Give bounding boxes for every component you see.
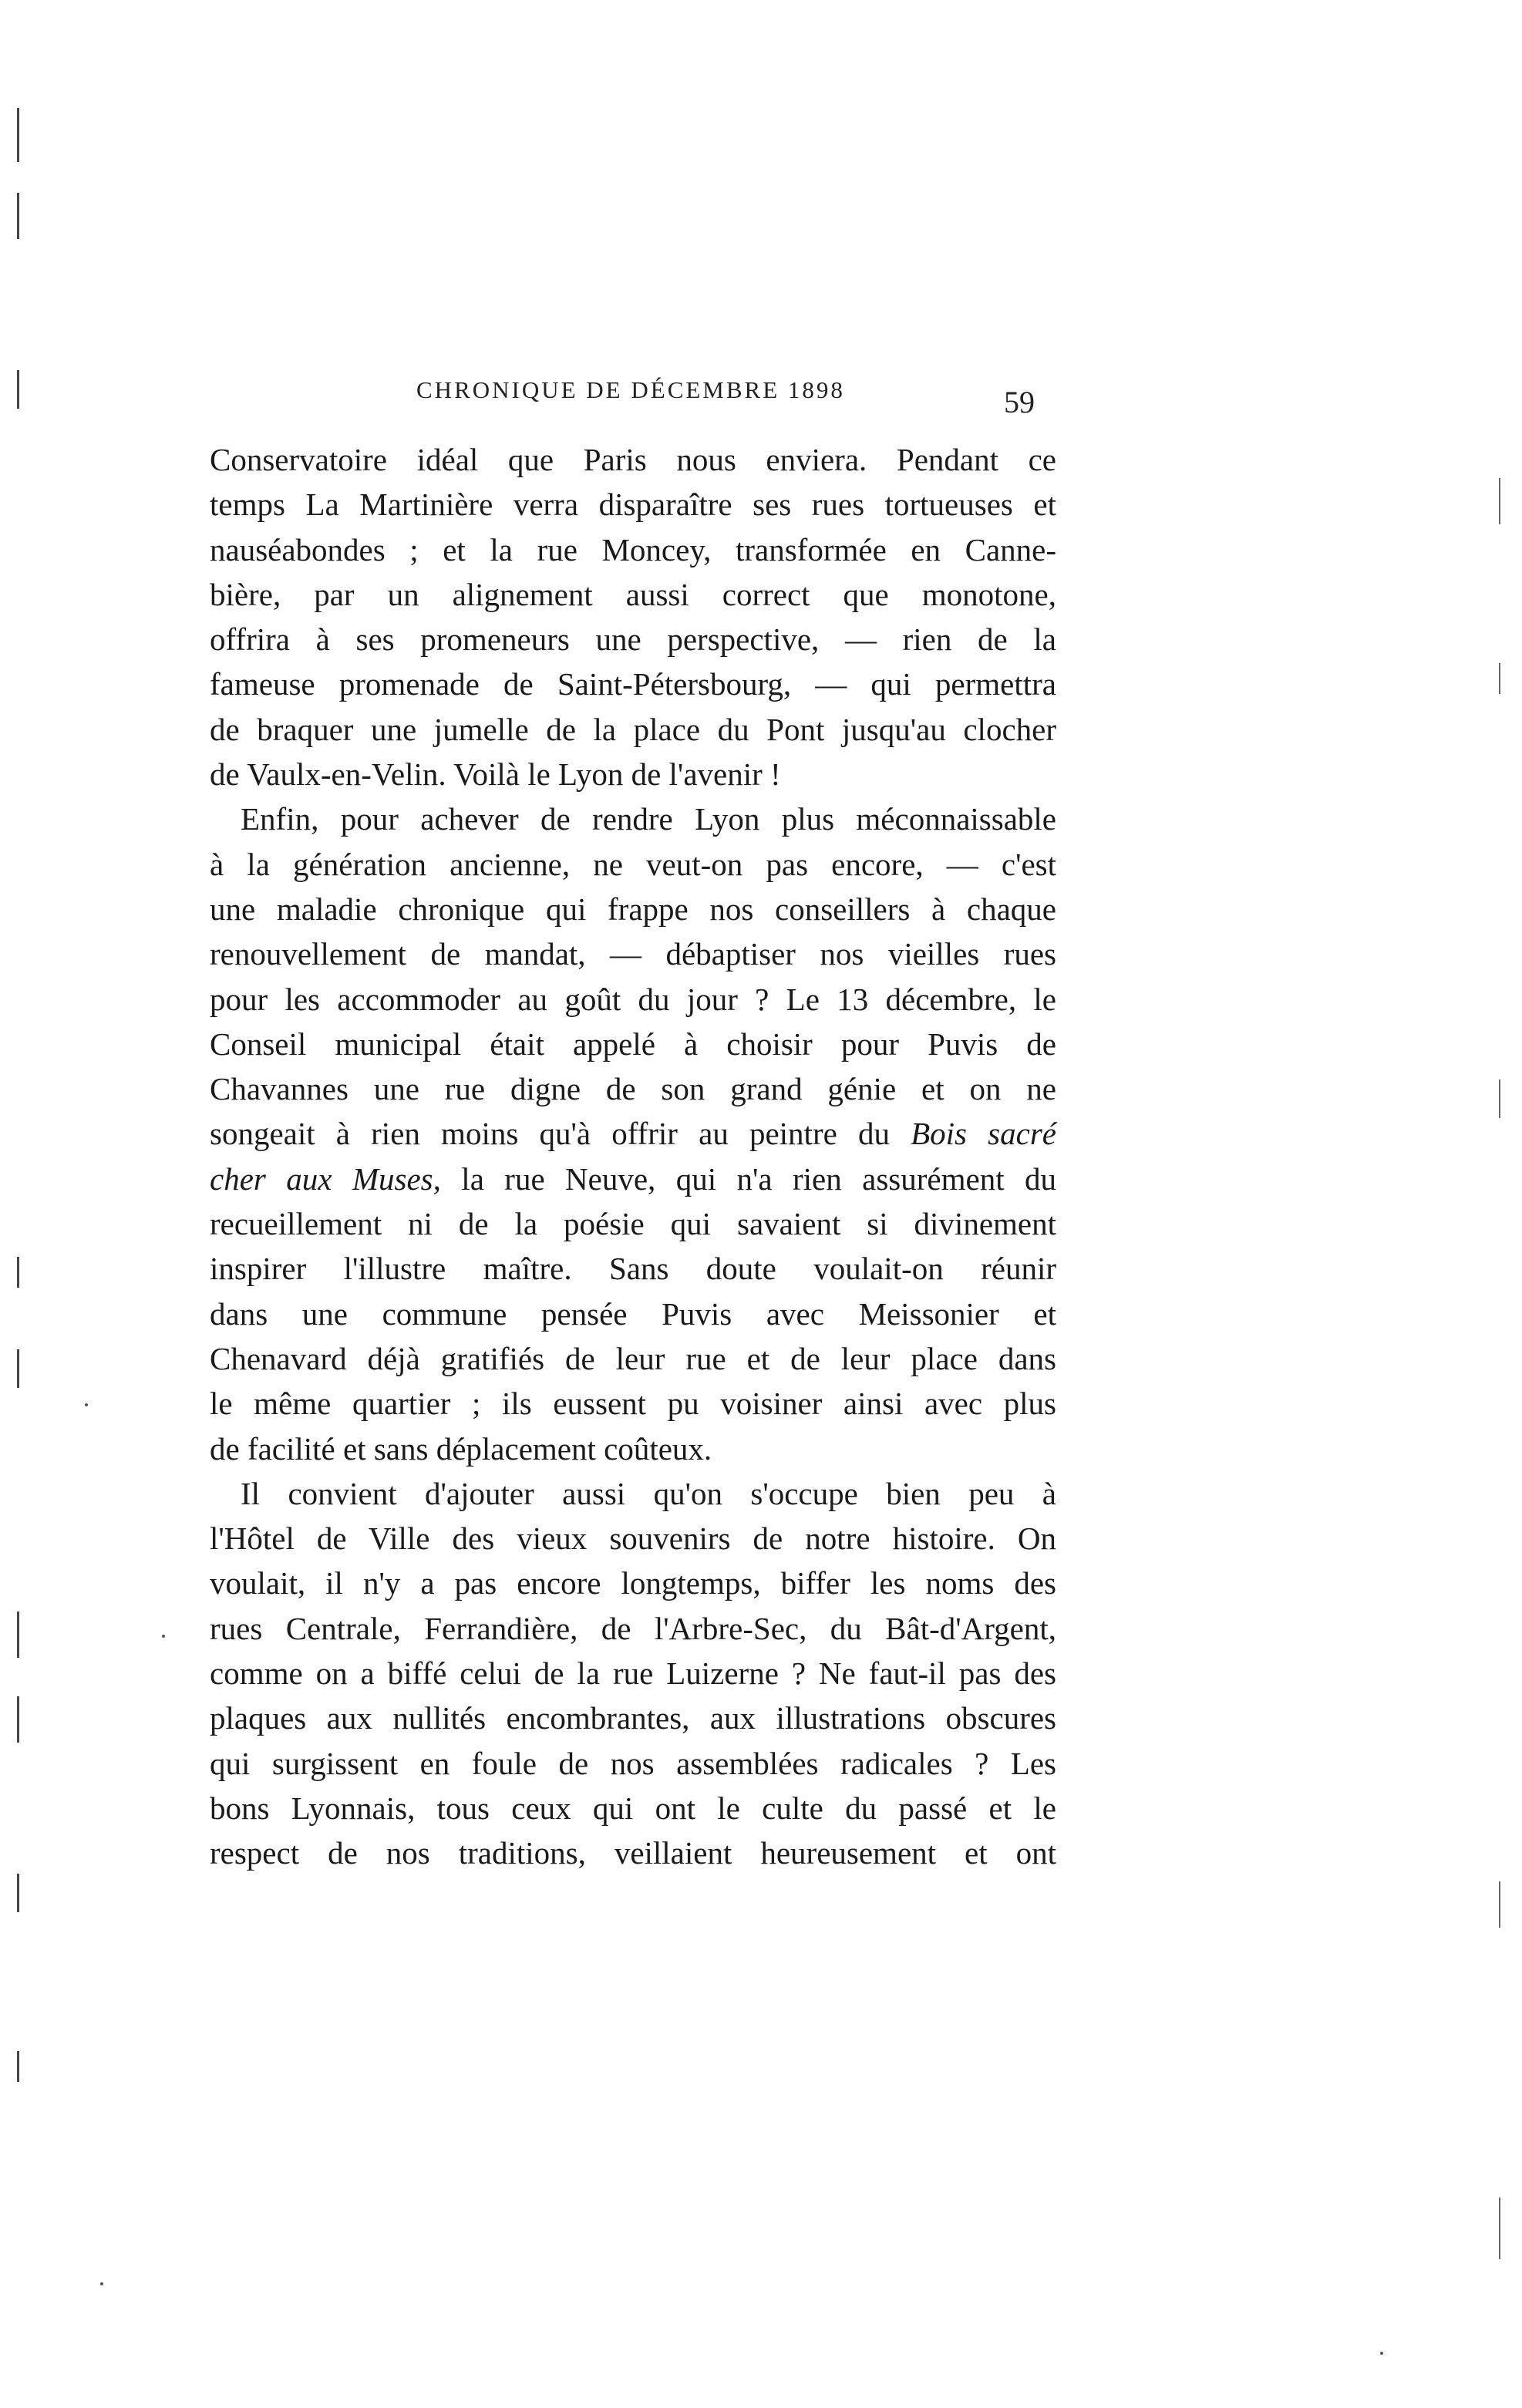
scan-mark	[17, 108, 19, 162]
text-line: nauséabondes ; et la rue Moncey, transformée en Canne-	[210, 531, 1056, 567]
text-line: Chavannes une rue digne de son grand génie et on ne	[210, 1071, 1056, 1107]
text-line: renouvellement de mandat, — débaptiser nos vieilles rues	[210, 936, 1056, 972]
scan-mark	[1499, 478, 1500, 524]
text-line: Conseil municipal était appelé à choisir pour Puvis de	[210, 1026, 1056, 1062]
text-line	[210, 1157, 1056, 1201]
text-line: de braquer une jumelle de la place du Pont jusqu'au clocher	[210, 711, 1056, 747]
scan-mark	[1499, 1881, 1500, 1928]
text-line: Enfin, pour achever de rendre Lyon plus méconnaissable	[241, 801, 1056, 837]
text-line: bons Lyonnais, tous ceux qui ont le culte du passé et le	[210, 1790, 1056, 1826]
body-text	[210, 437, 1056, 1876]
text-line: dans une commune pensée Puvis avec Meissonier et	[210, 1295, 1056, 1332]
scan-mark	[1499, 1079, 1500, 1118]
text-line: voulait, il n'y a pas encore longtemps, biffer les noms des	[210, 1565, 1056, 1601]
text-line: l'Hôtel de Ville des vieux souvenirs de notre histoire. On	[210, 1521, 1056, 1557]
text-line: de Vaulx-en-Velin. Voilà le Lyon de l'avenir !	[210, 756, 781, 793]
scan-mark	[17, 193, 19, 239]
text-line: fameuse promenade de Saint-Pétersbourg, — qui permettra	[210, 666, 1056, 702]
text-line: offrira à ses promeneurs une perspective, — rien de la	[210, 621, 1056, 658]
text-line: temps La Martinière verra disparaître ses rues tortueuses et	[210, 487, 1056, 523]
text-line: à la génération ancienne, ne veut-on pas encore, — c'est	[210, 846, 1056, 882]
text-run: songeait à rien moins qu'à offrir au peintre du	[210, 1116, 911, 1152]
scan-mark	[1499, 2198, 1500, 2259]
text-line: de facilité et sans déplacement coûteux.	[210, 1430, 712, 1467]
scan-speck	[100, 2282, 103, 2285]
text-line: inspirer l'illustre maître. Sans doute voulait-on réunir	[210, 1251, 1056, 1287]
scan-mark	[17, 1349, 19, 1388]
text-line: pour les accommoder au goût du jour ? Le 13 décembre, le	[210, 981, 1056, 1017]
scan-mark	[17, 370, 19, 409]
scan-speck	[85, 1403, 88, 1406]
paragraph-1	[210, 437, 1056, 796]
text-line	[210, 1111, 1056, 1156]
scan-speck	[1380, 2352, 1383, 2355]
running-title: CHRONIQUE DE DÉCEMBRE 1898	[416, 376, 845, 403]
scan-mark	[17, 1874, 19, 1912]
text-line: Conservatoire idéal que Paris nous enviera. Pendant ce	[210, 442, 1056, 477]
scan-mark	[17, 1612, 19, 1658]
text-line: qui surgissent en foule de nos assemblées radicales ? Les	[210, 1745, 1056, 1781]
text-line: plaques aux nullités encombrantes, aux illustrations obscures	[210, 1700, 1056, 1736]
text-line: bière, par un alignement aussi correct que monotone,	[210, 576, 1056, 612]
italic-title: Bois sacré	[911, 1116, 1056, 1152]
page-number: 59	[1004, 385, 1035, 419]
text-line: respect de nos traditions, veillaient heureusement et ont	[210, 1835, 1056, 1871]
scan-mark	[17, 2051, 19, 2082]
italic-title: cher aux Muses,	[210, 1160, 441, 1197]
scan-mark	[17, 1257, 19, 1288]
text-line: rues Centrale, Ferrandière, de l'Arbre-Sec, du Bât-d'Argent,	[210, 1610, 1056, 1646]
paragraph-3	[210, 1471, 1056, 1876]
text-line: le même quartier ; ils eussent pu voisiner ainsi avec plus	[210, 1386, 1056, 1422]
scan-speck	[162, 1635, 165, 1638]
text-line: une maladie chronique qui frappe nos conseillers à chaque	[210, 891, 1056, 927]
scan-mark	[1499, 663, 1500, 694]
text-line: Il convient d'ajouter aussi qu'on s'occupe bien peu à	[241, 1475, 1056, 1511]
scan-mark	[17, 1696, 19, 1743]
text-line: comme on a biffé celui de la rue Luizerne ? Ne faut-il pas des	[210, 1655, 1056, 1692]
text-line: recueillement ni de la poésie qui savaient si divinement	[210, 1206, 1056, 1242]
paragraph-2	[210, 796, 1056, 1470]
text-run: la rue Neuve, qui n'a rien assurément du	[440, 1160, 1057, 1197]
text-line: Chenavard déjà gratifiés de leur rue et de leur place dans	[210, 1340, 1056, 1376]
